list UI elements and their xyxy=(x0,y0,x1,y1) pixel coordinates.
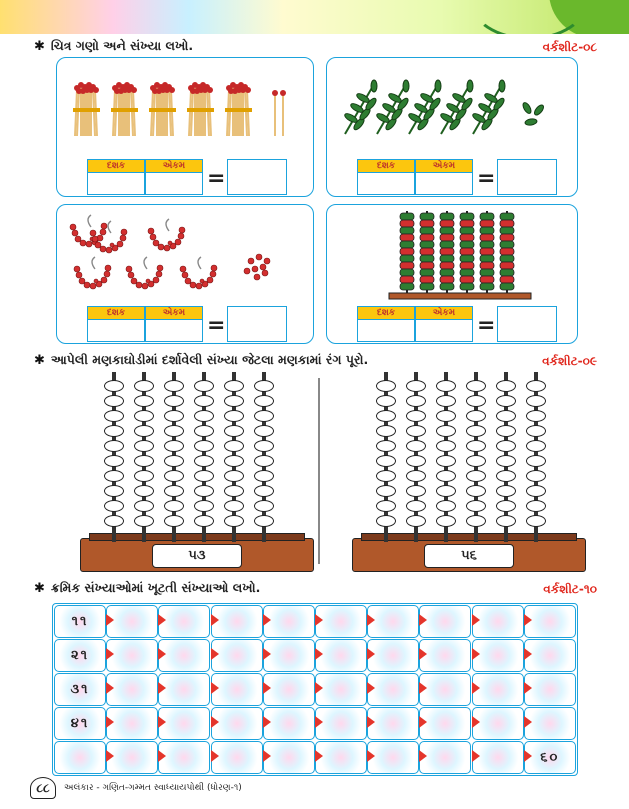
worksheet-10-label: વર્કશીટ-૧૦ xyxy=(543,582,597,596)
abacus-bead[interactable] xyxy=(436,515,456,527)
abacus-bead[interactable] xyxy=(436,380,456,392)
arrow-icon xyxy=(315,614,323,626)
abacus-bead[interactable] xyxy=(436,440,456,452)
section-2-header xyxy=(34,352,368,368)
abacus-bead[interactable] xyxy=(466,410,486,422)
abacus-bead[interactable] xyxy=(254,410,274,422)
abacus-bead[interactable] xyxy=(104,500,124,512)
abacus-bead[interactable] xyxy=(496,425,516,437)
abacus-bead[interactable] xyxy=(194,515,214,527)
arrow-icon xyxy=(472,648,480,660)
abacus-bead[interactable] xyxy=(436,395,456,407)
answer-box[interactable] xyxy=(227,159,287,195)
abacus-bead[interactable] xyxy=(526,425,546,437)
abacus-bead[interactable] xyxy=(376,500,396,512)
abacus-bead[interactable] xyxy=(134,410,154,422)
section-2-instruction: આપેલી મણકાઘોડીમાં દર્શાવેલી સંખ્યા જેટલા મણકામાં રંગ પૂરો. xyxy=(50,352,369,367)
abacus-bead[interactable] xyxy=(496,500,516,512)
grid-cell[interactable] xyxy=(54,707,106,740)
abacus-bead[interactable] xyxy=(406,515,426,527)
arrow-icon xyxy=(472,716,480,728)
grid-cell[interactable] xyxy=(211,741,263,774)
abacus-bead[interactable] xyxy=(254,455,274,467)
arrow-icon xyxy=(472,750,480,762)
abacus-bead[interactable] xyxy=(436,485,456,497)
tens-box[interactable]: દશક xyxy=(87,159,145,195)
abacus-bead[interactable] xyxy=(436,410,456,422)
ones-box[interactable]: એકમ xyxy=(415,159,473,195)
grid-cell[interactable] xyxy=(158,605,210,638)
abacus-bead[interactable] xyxy=(104,515,124,527)
grid-cell[interactable] xyxy=(158,741,210,774)
grid-cell[interactable] xyxy=(524,707,576,740)
grid-cell[interactable] xyxy=(263,639,315,672)
worksheet-09-label: વર્કશીટ-૦૯ xyxy=(542,354,597,368)
grid-cell[interactable] xyxy=(106,707,158,740)
abacus-bead[interactable] xyxy=(134,470,154,482)
column-divider xyxy=(318,378,320,564)
abacus-bead[interactable] xyxy=(406,410,426,422)
grid-cell[interactable] xyxy=(106,605,158,638)
abacus-bead[interactable] xyxy=(466,440,486,452)
equals-sign: = xyxy=(207,166,226,191)
grid-cell[interactable] xyxy=(211,673,263,706)
abacus-bead[interactable] xyxy=(104,395,124,407)
arrow-icon xyxy=(106,750,114,762)
arrow-icon xyxy=(367,614,375,626)
grid-cell[interactable] xyxy=(211,707,263,740)
abacus-bead[interactable] xyxy=(254,425,274,437)
abacus-bead[interactable] xyxy=(164,440,184,452)
abacus-bead[interactable] xyxy=(376,470,396,482)
abacus-bead[interactable] xyxy=(254,500,274,512)
abacus-bead[interactable] xyxy=(406,470,426,482)
abacus-bead[interactable] xyxy=(376,515,396,527)
arrow-icon xyxy=(158,716,166,728)
tens-box[interactable]: દશક xyxy=(357,306,415,342)
place-value-box-4 xyxy=(357,306,557,342)
abacus-bead[interactable] xyxy=(224,470,244,482)
arrow-icon xyxy=(158,750,166,762)
arrow-icon xyxy=(211,614,219,626)
abacus-bead[interactable] xyxy=(376,440,396,452)
abacus-bead[interactable] xyxy=(164,410,184,422)
card-leaves xyxy=(326,57,578,197)
abacus-bead[interactable] xyxy=(436,470,456,482)
place-value-box-3 xyxy=(87,306,287,342)
abacus-bead[interactable] xyxy=(406,380,426,392)
grid-cell[interactable] xyxy=(367,707,419,740)
grid-number: ૪૧ xyxy=(70,716,90,731)
abacus-bead[interactable] xyxy=(376,485,396,497)
arrow-icon xyxy=(158,682,166,694)
abacus-bead[interactable] xyxy=(496,395,516,407)
worksheet-08-label: વર્કશીટ-૦૮ xyxy=(542,40,597,54)
star-icon: ✱ xyxy=(34,38,45,54)
answer-box[interactable] xyxy=(227,306,287,342)
abacus-bead[interactable] xyxy=(466,395,486,407)
abacus-bead[interactable] xyxy=(406,500,426,512)
abacus-bead[interactable] xyxy=(134,395,154,407)
grid-cell[interactable] xyxy=(106,639,158,672)
arrow-icon xyxy=(472,682,480,694)
abacus-bead[interactable] xyxy=(164,515,184,527)
abacus-bead[interactable] xyxy=(436,425,456,437)
arrow-icon xyxy=(211,682,219,694)
page-number: ૮૮ xyxy=(30,777,56,799)
abacus-bead[interactable] xyxy=(164,380,184,392)
abacus-bead[interactable] xyxy=(224,425,244,437)
ones-box[interactable]: એકમ xyxy=(145,159,203,195)
abacus-bead[interactable] xyxy=(466,515,486,527)
abacus-bead[interactable] xyxy=(496,410,516,422)
abacus-bead[interactable] xyxy=(194,395,214,407)
star-icon: ✱ xyxy=(34,580,45,596)
abacus-bead[interactable] xyxy=(224,455,244,467)
grid-cell[interactable] xyxy=(472,673,524,706)
abacus-bead[interactable] xyxy=(104,380,124,392)
arrow-icon xyxy=(419,750,427,762)
grid-cell[interactable] xyxy=(315,707,367,740)
abacus-bead[interactable] xyxy=(466,500,486,512)
abacus-bead[interactable] xyxy=(254,440,274,452)
abacus-bead[interactable] xyxy=(104,455,124,467)
abacus-bead[interactable] xyxy=(526,440,546,452)
arrow-icon xyxy=(263,750,271,762)
abacus-bead[interactable] xyxy=(496,485,516,497)
arrow-icon xyxy=(315,716,323,728)
grid-cell[interactable] xyxy=(419,605,471,638)
abacus-bead[interactable] xyxy=(194,440,214,452)
abacus-bead[interactable] xyxy=(194,455,214,467)
card-matchsticks xyxy=(56,57,314,197)
section-1-instruction: ચિત્ર ગણો અને સંખ્યા લખો. xyxy=(50,38,194,53)
arrow-icon xyxy=(106,648,114,660)
grid-cell[interactable] xyxy=(472,605,524,638)
arrow-icon xyxy=(263,682,271,694)
grid-cell[interactable] xyxy=(367,741,419,774)
grid-cell[interactable] xyxy=(315,673,367,706)
arrow-icon xyxy=(419,648,427,660)
card-abacus xyxy=(326,204,578,344)
grid-cell[interactable] xyxy=(524,673,576,706)
arrow-icon xyxy=(263,648,271,660)
abacus-bead[interactable] xyxy=(436,500,456,512)
abacus-bead[interactable] xyxy=(134,515,154,527)
grid-cell[interactable] xyxy=(472,741,524,774)
grid-number: ૧૧ xyxy=(71,614,89,629)
grid-cell[interactable] xyxy=(472,639,524,672)
abacus-bead[interactable] xyxy=(194,485,214,497)
abacus-bead[interactable] xyxy=(526,395,546,407)
grid-cell[interactable] xyxy=(158,673,210,706)
equals-sign: = xyxy=(477,166,496,191)
section-1-header xyxy=(34,38,193,54)
grid-number: ૬૦ xyxy=(540,750,560,765)
abacus-bead[interactable] xyxy=(224,515,244,527)
grid-cell[interactable] xyxy=(315,639,367,672)
arrow-icon xyxy=(158,614,166,626)
grid-cell[interactable] xyxy=(263,741,315,774)
ones-box[interactable]: એકમ xyxy=(415,306,473,342)
abacus-bead[interactable] xyxy=(164,425,184,437)
arrow-icon xyxy=(315,648,323,660)
tens-box[interactable]: દશક xyxy=(87,306,145,342)
abacus-bead[interactable] xyxy=(104,470,124,482)
grid-cell[interactable] xyxy=(263,707,315,740)
grid-cell[interactable] xyxy=(158,707,210,740)
place-value-box-1 xyxy=(87,159,287,195)
grid-cell[interactable] xyxy=(524,639,576,672)
abacus-bead[interactable] xyxy=(224,395,244,407)
abacus-number: ૫૩ xyxy=(152,544,242,568)
abacus-bead[interactable] xyxy=(496,440,516,452)
abacus-bead[interactable] xyxy=(134,485,154,497)
grid-number: ૨૧ xyxy=(70,648,89,663)
abacus-bead[interactable] xyxy=(466,485,486,497)
arrow-icon xyxy=(524,716,532,728)
abacus-bead[interactable] xyxy=(406,425,426,437)
abacus-bead[interactable] xyxy=(526,380,546,392)
abacus-bead[interactable] xyxy=(224,485,244,497)
arrow-icon xyxy=(263,716,271,728)
answer-box[interactable] xyxy=(497,306,557,342)
abacus-bead[interactable] xyxy=(134,425,154,437)
abacus-bead[interactable] xyxy=(466,455,486,467)
grid-cell[interactable] xyxy=(106,741,158,774)
grid-cell[interactable] xyxy=(524,605,576,638)
arrow-icon xyxy=(472,614,480,626)
grid-number: ૩૧ xyxy=(70,682,90,697)
grid-cell[interactable] xyxy=(263,605,315,638)
grid-cell[interactable] xyxy=(106,673,158,706)
grid-cell[interactable] xyxy=(419,707,471,740)
arrow-icon xyxy=(106,614,114,626)
grid-cell[interactable] xyxy=(54,673,106,706)
grid-cell[interactable] xyxy=(472,707,524,740)
grid-cell[interactable] xyxy=(315,741,367,774)
grid-cell[interactable] xyxy=(524,741,576,774)
abacus-bead[interactable] xyxy=(376,395,396,407)
abacus-bead[interactable] xyxy=(164,395,184,407)
grid-cell[interactable] xyxy=(263,673,315,706)
arrow-icon xyxy=(315,682,323,694)
abacus-bead[interactable] xyxy=(376,425,396,437)
arrow-icon xyxy=(419,682,427,694)
abacus-bead[interactable] xyxy=(496,380,516,392)
tens-box[interactable]: દશક xyxy=(357,159,415,195)
top-banner xyxy=(0,0,629,34)
abacus-bead[interactable] xyxy=(194,470,214,482)
arrow-icon xyxy=(263,614,271,626)
footer-text: અલંકાર - ગણિત-ગમ્મત સ્વાધ્યાયપોથી (ધોરણ-૧) xyxy=(64,783,242,793)
section-3-header xyxy=(34,580,260,596)
abacus-bead[interactable] xyxy=(526,515,546,527)
grid-cell[interactable] xyxy=(54,741,106,774)
abacus-bead[interactable] xyxy=(496,515,516,527)
abacus-bead[interactable] xyxy=(406,440,426,452)
star-icon: ✱ xyxy=(34,352,45,368)
abacus-bead[interactable] xyxy=(224,380,244,392)
grid-cell[interactable] xyxy=(158,639,210,672)
card-necklaces xyxy=(56,204,314,344)
abacus-bead[interactable] xyxy=(376,410,396,422)
abacus-bead[interactable] xyxy=(496,455,516,467)
abacus-bead[interactable] xyxy=(164,455,184,467)
abacus-bead[interactable] xyxy=(406,485,426,497)
abacus-bead[interactable] xyxy=(466,470,486,482)
arrow-icon xyxy=(211,648,219,660)
grid-cell[interactable] xyxy=(211,639,263,672)
colored-abacus-picture xyxy=(333,207,573,303)
abacus-bead[interactable] xyxy=(254,470,274,482)
grid-cell[interactable] xyxy=(367,639,419,672)
abacus-bead[interactable] xyxy=(104,425,124,437)
abacus-bead[interactable] xyxy=(224,410,244,422)
matchstick-bundles-picture xyxy=(61,64,311,154)
grid-cell[interactable] xyxy=(367,605,419,638)
arrow-icon xyxy=(367,682,375,694)
abacus-bead[interactable] xyxy=(406,455,426,467)
equals-sign: = xyxy=(477,313,496,338)
grid-cell[interactable] xyxy=(54,639,106,672)
grid-cell[interactable] xyxy=(367,673,419,706)
abacus-bead[interactable] xyxy=(466,425,486,437)
abacus-bead[interactable] xyxy=(406,395,426,407)
abacus-bead[interactable] xyxy=(194,380,214,392)
abacus-bead[interactable] xyxy=(164,470,184,482)
arrow-icon xyxy=(524,648,532,660)
abacus-bead[interactable] xyxy=(376,380,396,392)
arrow-icon xyxy=(419,716,427,728)
abacus-bead[interactable] xyxy=(194,410,214,422)
arrow-icon xyxy=(158,648,166,660)
abacus-bead[interactable] xyxy=(224,500,244,512)
abacus-bead[interactable] xyxy=(194,425,214,437)
abacus-bead[interactable] xyxy=(164,500,184,512)
abacus-bead[interactable] xyxy=(526,455,546,467)
abacus-bead[interactable] xyxy=(436,455,456,467)
abacus-bead[interactable] xyxy=(526,410,546,422)
arrow-icon xyxy=(524,682,532,694)
number-grid xyxy=(52,603,578,776)
abacus-bead[interactable] xyxy=(254,515,274,527)
section-3-instruction: ક્રમિક સંખ્યાઓમાં ખૂટતી સંખ્યાઓ લખો. xyxy=(50,580,261,595)
abacus-bead[interactable] xyxy=(526,485,546,497)
place-value-box-2 xyxy=(357,159,557,195)
abacus-bead[interactable] xyxy=(254,485,274,497)
arrow-icon xyxy=(106,682,114,694)
abacus-number: ૫૬ xyxy=(424,544,514,568)
arrow-icon xyxy=(211,750,219,762)
arrow-icon xyxy=(211,716,219,728)
arrow-icon xyxy=(419,614,427,626)
grid-cell[interactable] xyxy=(54,605,106,638)
abacus-bead[interactable] xyxy=(134,440,154,452)
abacus-bead[interactable] xyxy=(134,455,154,467)
abacus-bead[interactable] xyxy=(496,470,516,482)
grid-cell[interactable] xyxy=(419,639,471,672)
abacus-bead[interactable] xyxy=(526,470,546,482)
abacus-bead[interactable] xyxy=(466,380,486,392)
answer-box[interactable] xyxy=(497,159,557,195)
footer xyxy=(30,777,242,799)
grid-cell[interactable] xyxy=(211,605,263,638)
arrow-icon xyxy=(315,750,323,762)
abacus-bead[interactable] xyxy=(254,395,274,407)
equals-sign: = xyxy=(207,313,226,338)
abacus-bead[interactable] xyxy=(134,500,154,512)
abacus-bead[interactable] xyxy=(164,485,184,497)
arrow-icon xyxy=(367,716,375,728)
arrow-icon xyxy=(367,750,375,762)
abacus-bead[interactable] xyxy=(104,410,124,422)
arrow-icon xyxy=(106,716,114,728)
arrow-icon xyxy=(367,648,375,660)
abacus-bead[interactable] xyxy=(376,455,396,467)
abacus-right xyxy=(352,372,586,572)
abacus-bead[interactable] xyxy=(254,380,274,392)
ones-box[interactable]: એકમ xyxy=(145,306,203,342)
leaf-branches-picture xyxy=(331,64,575,154)
bead-necklaces-picture xyxy=(61,209,311,305)
abacus-bead[interactable] xyxy=(526,500,546,512)
abacus-bead[interactable] xyxy=(104,485,124,497)
abacus-bead[interactable] xyxy=(134,380,154,392)
abacus-bead[interactable] xyxy=(194,500,214,512)
grid-cell[interactable] xyxy=(315,605,367,638)
abacus-bead[interactable] xyxy=(224,440,244,452)
abacus-bead[interactable] xyxy=(104,440,124,452)
grid-cell[interactable] xyxy=(419,741,471,774)
arrow-icon xyxy=(524,614,532,626)
abacus-left xyxy=(80,372,314,572)
grid-cell[interactable] xyxy=(419,673,471,706)
